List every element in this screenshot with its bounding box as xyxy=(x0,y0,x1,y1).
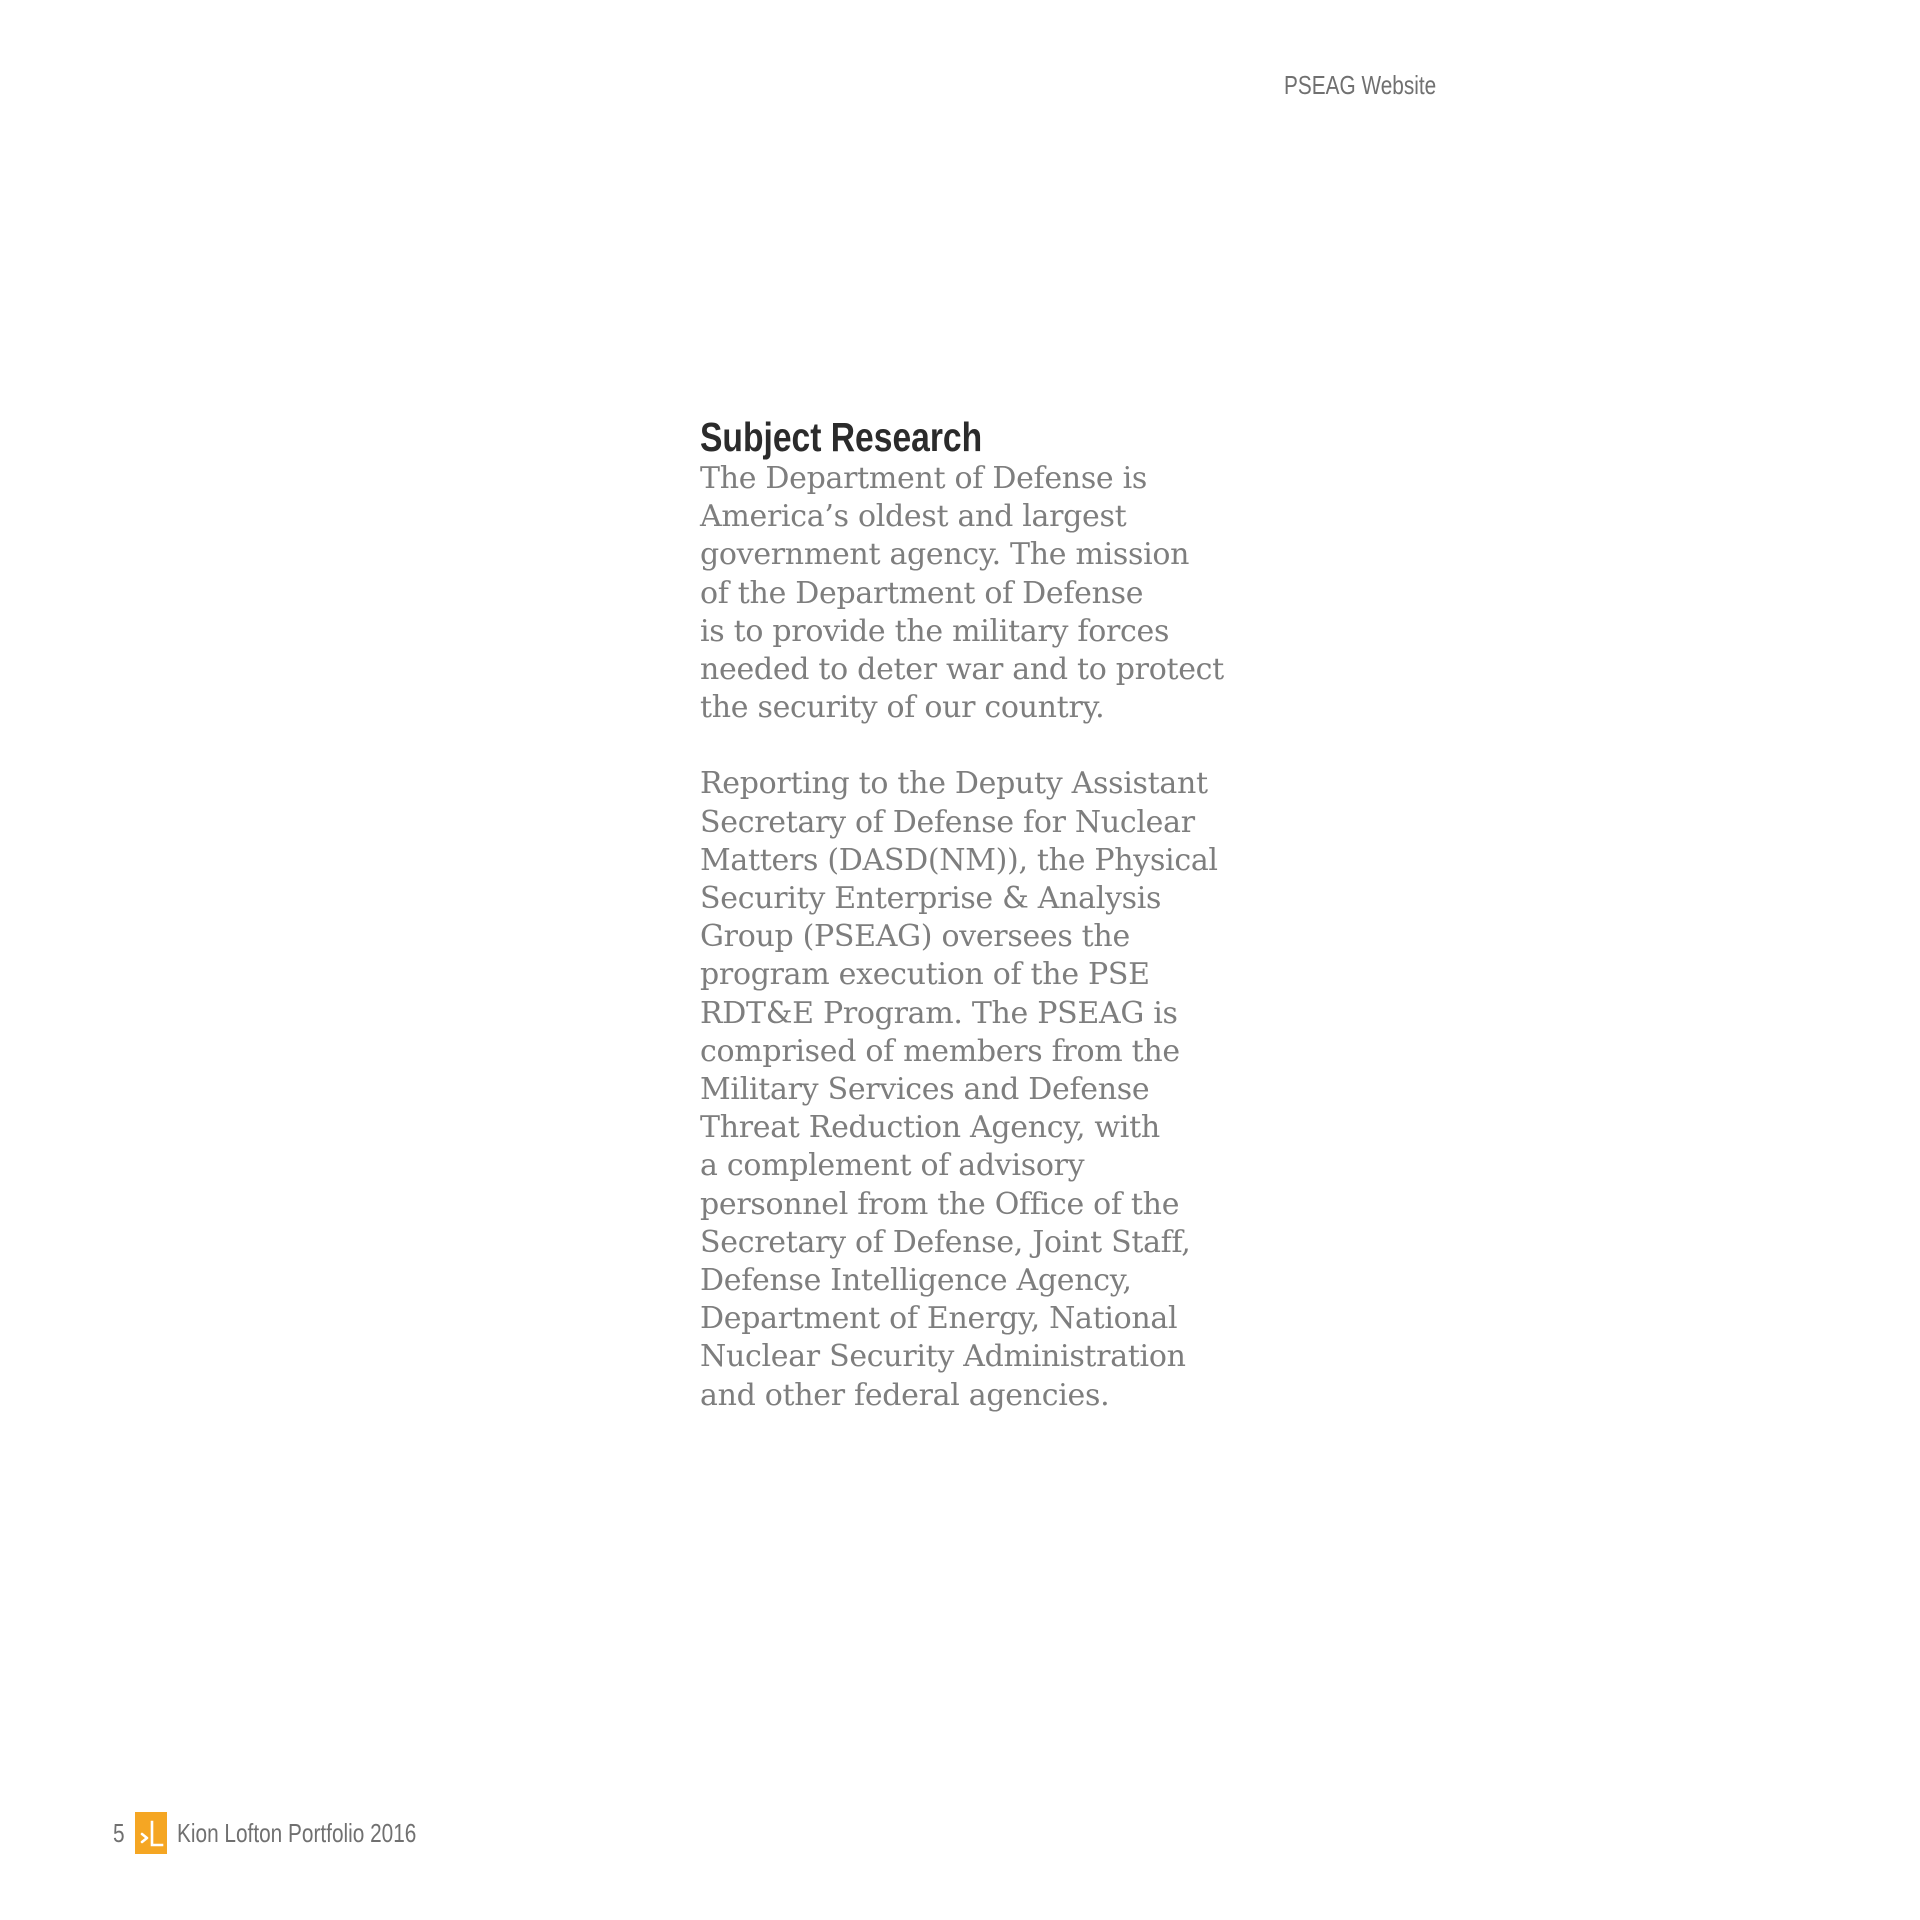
text-line: a complement of advisory xyxy=(700,1148,1085,1184)
section-title: Subject Research xyxy=(700,414,983,460)
text-line: program execution of the PSE xyxy=(700,957,1150,993)
text-line: Defense Intelligence Agency, xyxy=(700,1263,1132,1299)
text-line: Matters (DASD(NM)), the Physical xyxy=(700,842,1218,878)
text-line: government agency. The mission xyxy=(700,537,1190,573)
content-column xyxy=(700,414,1260,1415)
running-header: PSEAG Website xyxy=(1284,70,1437,100)
text-line: Nuclear Security Administration xyxy=(700,1339,1186,1375)
paragraph-1 xyxy=(700,460,1260,727)
text-line: the security of our country. xyxy=(700,690,1105,726)
text-line: Secretary of Defense for Nuclear xyxy=(700,804,1195,840)
text-line: Group (PSEAG) oversees the xyxy=(700,919,1130,955)
text-line: personnel from the Office of the xyxy=(700,1186,1180,1222)
text-line: Threat Reduction Agency, with xyxy=(700,1110,1160,1146)
text-line: Security Enterprise & Analysis xyxy=(700,881,1162,917)
kl-logo-icon xyxy=(135,1812,167,1854)
text-line: comprised of members from the xyxy=(700,1033,1180,1069)
footer-text: Kion Lofton Portfolio 2016 xyxy=(177,1817,417,1848)
text-line: and other federal agencies. xyxy=(700,1377,1110,1413)
text-line: The Department of Defense is xyxy=(700,461,1147,496)
paragraph-2 xyxy=(700,765,1260,1414)
page-number: 5 xyxy=(113,1817,125,1848)
text-line: of the Department of Defense xyxy=(700,575,1144,611)
text-line: is to provide the military forces xyxy=(700,613,1170,649)
text-line: America’s oldest and largest xyxy=(700,499,1127,535)
footer xyxy=(113,1812,476,1854)
text-line: Department of Energy, National xyxy=(700,1301,1178,1337)
text-line: Reporting to the Deputy Assistant xyxy=(700,766,1208,802)
text-line: Secretary of Defense, Joint Staff, xyxy=(700,1224,1191,1260)
text-line: Military Services and Defense xyxy=(700,1072,1150,1108)
text-line: RDT&E Program. The PSEAG is xyxy=(700,995,1178,1031)
paragraph-spacer xyxy=(700,727,1260,765)
text-line: needed to deter war and to protect xyxy=(700,652,1224,688)
